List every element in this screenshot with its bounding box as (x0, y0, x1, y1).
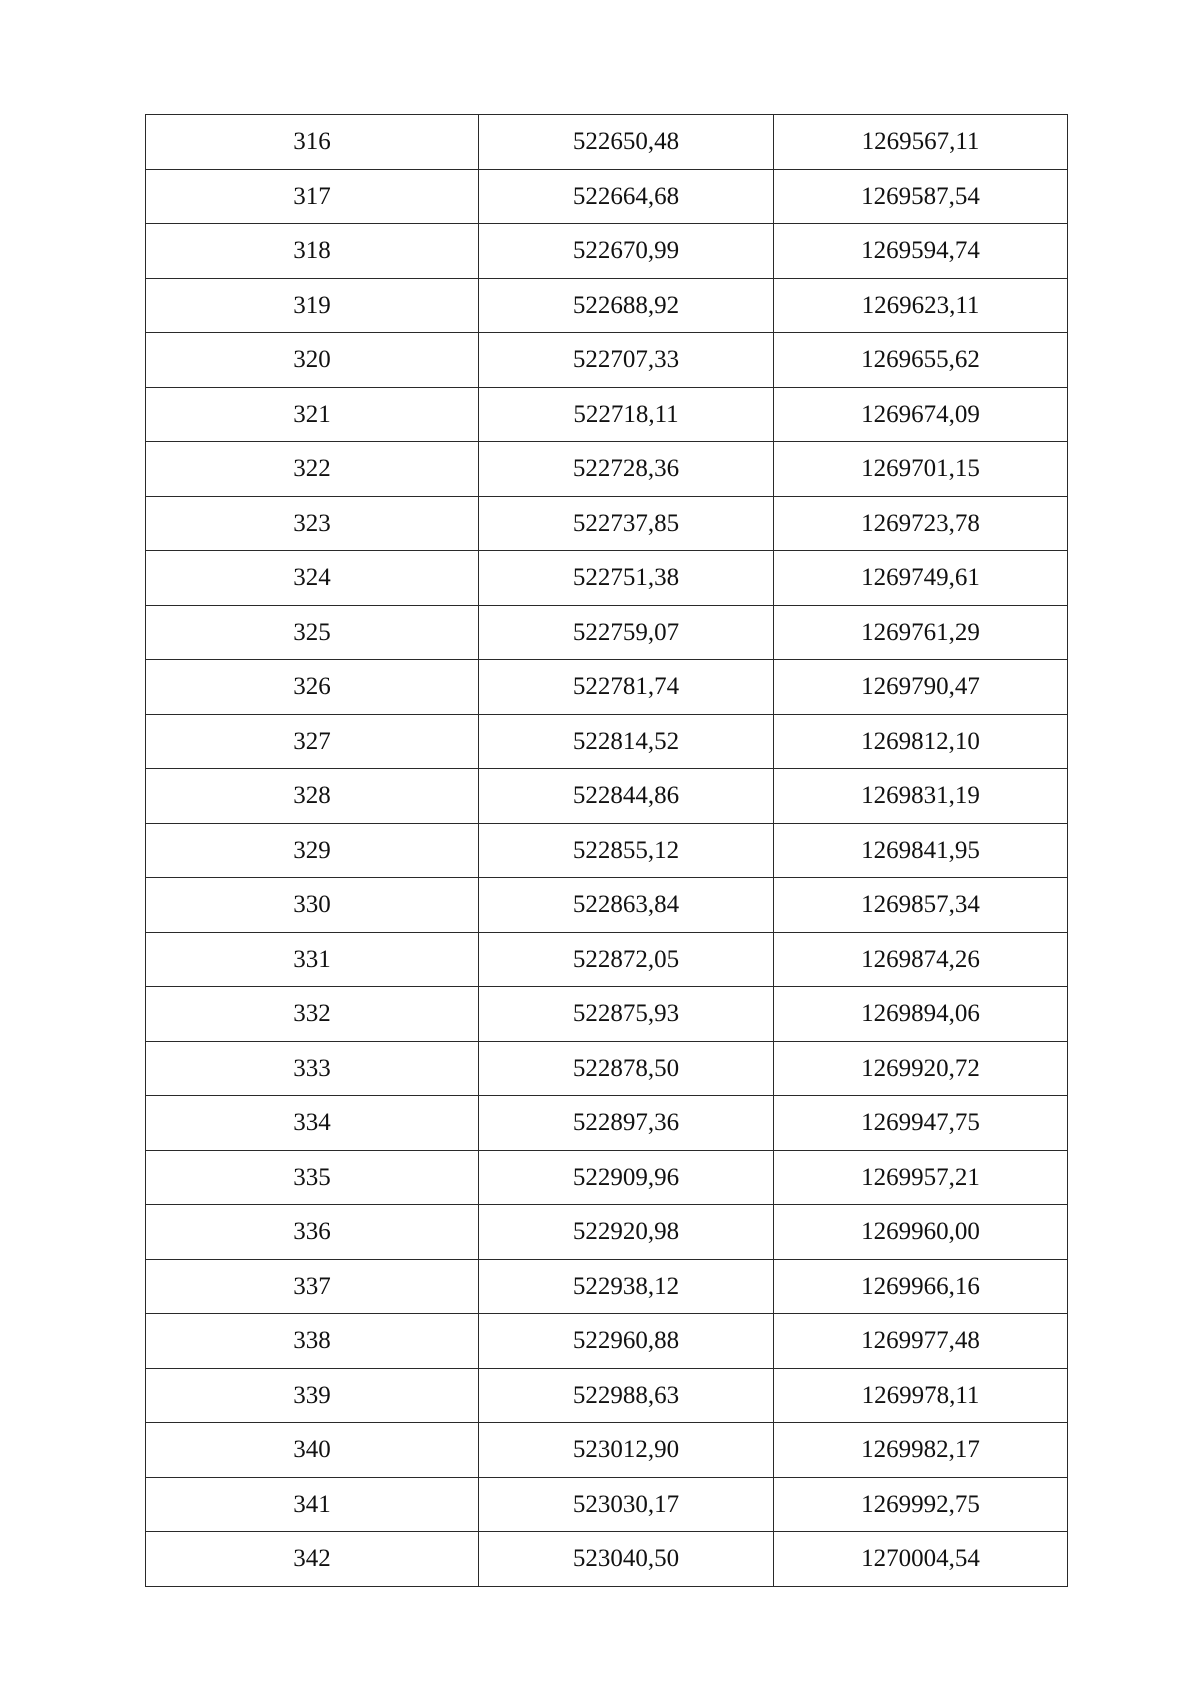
point-number-cell: 338 (146, 1314, 479, 1369)
table-row (146, 1314, 1068, 1369)
table-row (146, 115, 1068, 170)
x-coordinate-cell: 523012,90 (479, 1423, 774, 1478)
y-coordinate-cell: 1269567,11 (774, 115, 1068, 170)
point-number-cell: 335 (146, 1150, 479, 1205)
y-coordinate-cell: 1269957,21 (774, 1150, 1068, 1205)
point-number-cell: 318 (146, 224, 479, 279)
y-coordinate-cell: 1269594,74 (774, 224, 1068, 279)
x-coordinate-cell: 522909,96 (479, 1150, 774, 1205)
y-coordinate-cell: 1269947,75 (774, 1096, 1068, 1151)
y-coordinate-cell: 1269977,48 (774, 1314, 1068, 1369)
y-coordinate-cell: 1269831,19 (774, 769, 1068, 824)
table-row (146, 878, 1068, 933)
y-coordinate-cell: 1269982,17 (774, 1423, 1068, 1478)
y-coordinate-cell: 1270004,54 (774, 1532, 1068, 1587)
table-row (146, 1477, 1068, 1532)
point-number-cell: 340 (146, 1423, 479, 1478)
point-number-cell: 332 (146, 987, 479, 1042)
point-number-cell: 337 (146, 1259, 479, 1314)
point-number-cell: 316 (146, 115, 479, 170)
point-number-cell: 331 (146, 932, 479, 987)
point-number-cell: 327 (146, 714, 479, 769)
table-row (146, 442, 1068, 497)
x-coordinate-cell: 522781,74 (479, 660, 774, 715)
point-number-cell: 319 (146, 278, 479, 333)
point-number-cell: 322 (146, 442, 479, 497)
table-row (146, 169, 1068, 224)
y-coordinate-cell: 1269723,78 (774, 496, 1068, 551)
x-coordinate-cell: 522688,92 (479, 278, 774, 333)
table-row (146, 823, 1068, 878)
x-coordinate-cell: 522751,38 (479, 551, 774, 606)
table-row (146, 1205, 1068, 1260)
table-row (146, 224, 1068, 279)
y-coordinate-cell: 1269894,06 (774, 987, 1068, 1042)
point-number-cell: 323 (146, 496, 479, 551)
point-number-cell: 334 (146, 1096, 479, 1151)
table-row (146, 1096, 1068, 1151)
table-row (146, 333, 1068, 388)
table-row (146, 714, 1068, 769)
point-number-cell: 320 (146, 333, 479, 388)
y-coordinate-cell: 1269966,16 (774, 1259, 1068, 1314)
point-number-cell: 317 (146, 169, 479, 224)
point-number-cell: 341 (146, 1477, 479, 1532)
x-coordinate-cell: 522814,52 (479, 714, 774, 769)
x-coordinate-cell: 522759,07 (479, 605, 774, 660)
table-row (146, 769, 1068, 824)
x-coordinate-cell: 522875,93 (479, 987, 774, 1042)
y-coordinate-cell: 1269701,15 (774, 442, 1068, 497)
y-coordinate-cell: 1269623,11 (774, 278, 1068, 333)
x-coordinate-cell: 522897,36 (479, 1096, 774, 1151)
table-row (146, 278, 1068, 333)
point-number-cell: 329 (146, 823, 479, 878)
x-coordinate-cell: 522844,86 (479, 769, 774, 824)
y-coordinate-cell: 1269812,10 (774, 714, 1068, 769)
table-row (146, 496, 1068, 551)
y-coordinate-cell: 1269992,75 (774, 1477, 1068, 1532)
table-row (146, 1532, 1068, 1587)
y-coordinate-cell: 1269841,95 (774, 823, 1068, 878)
point-number-cell: 336 (146, 1205, 479, 1260)
coordinates-table (145, 114, 1068, 1587)
x-coordinate-cell: 522920,98 (479, 1205, 774, 1260)
table-row (146, 1041, 1068, 1096)
x-coordinate-cell: 522650,48 (479, 115, 774, 170)
point-number-cell: 330 (146, 878, 479, 933)
x-coordinate-cell: 522737,85 (479, 496, 774, 551)
table-row (146, 551, 1068, 606)
x-coordinate-cell: 522988,63 (479, 1368, 774, 1423)
x-coordinate-cell: 523030,17 (479, 1477, 774, 1532)
y-coordinate-cell: 1269761,29 (774, 605, 1068, 660)
point-number-cell: 324 (146, 551, 479, 606)
table-row (146, 660, 1068, 715)
y-coordinate-cell: 1269960,00 (774, 1205, 1068, 1260)
point-number-cell: 333 (146, 1041, 479, 1096)
table-row (146, 1368, 1068, 1423)
table-row (146, 932, 1068, 987)
x-coordinate-cell: 522670,99 (479, 224, 774, 279)
y-coordinate-cell: 1269587,54 (774, 169, 1068, 224)
point-number-cell: 326 (146, 660, 479, 715)
y-coordinate-cell: 1269874,26 (774, 932, 1068, 987)
x-coordinate-cell: 522938,12 (479, 1259, 774, 1314)
x-coordinate-cell: 522855,12 (479, 823, 774, 878)
x-coordinate-cell: 522718,11 (479, 387, 774, 442)
table-row (146, 1150, 1068, 1205)
point-number-cell: 328 (146, 769, 479, 824)
x-coordinate-cell: 522664,68 (479, 169, 774, 224)
point-number-cell: 339 (146, 1368, 479, 1423)
x-coordinate-cell: 522863,84 (479, 878, 774, 933)
y-coordinate-cell: 1269674,09 (774, 387, 1068, 442)
point-number-cell: 321 (146, 387, 479, 442)
y-coordinate-cell: 1269790,47 (774, 660, 1068, 715)
y-coordinate-cell: 1269920,72 (774, 1041, 1068, 1096)
y-coordinate-cell: 1269857,34 (774, 878, 1068, 933)
coordinates-table-body (146, 115, 1068, 1587)
table-row (146, 605, 1068, 660)
table-row (146, 987, 1068, 1042)
point-number-cell: 342 (146, 1532, 479, 1587)
point-number-cell: 325 (146, 605, 479, 660)
x-coordinate-cell: 522872,05 (479, 932, 774, 987)
x-coordinate-cell: 523040,50 (479, 1532, 774, 1587)
table-row (146, 1423, 1068, 1478)
y-coordinate-cell: 1269978,11 (774, 1368, 1068, 1423)
x-coordinate-cell: 522728,36 (479, 442, 774, 497)
y-coordinate-cell: 1269655,62 (774, 333, 1068, 388)
x-coordinate-cell: 522960,88 (479, 1314, 774, 1369)
table-row (146, 387, 1068, 442)
table-row (146, 1259, 1068, 1314)
x-coordinate-cell: 522878,50 (479, 1041, 774, 1096)
x-coordinate-cell: 522707,33 (479, 333, 774, 388)
y-coordinate-cell: 1269749,61 (774, 551, 1068, 606)
